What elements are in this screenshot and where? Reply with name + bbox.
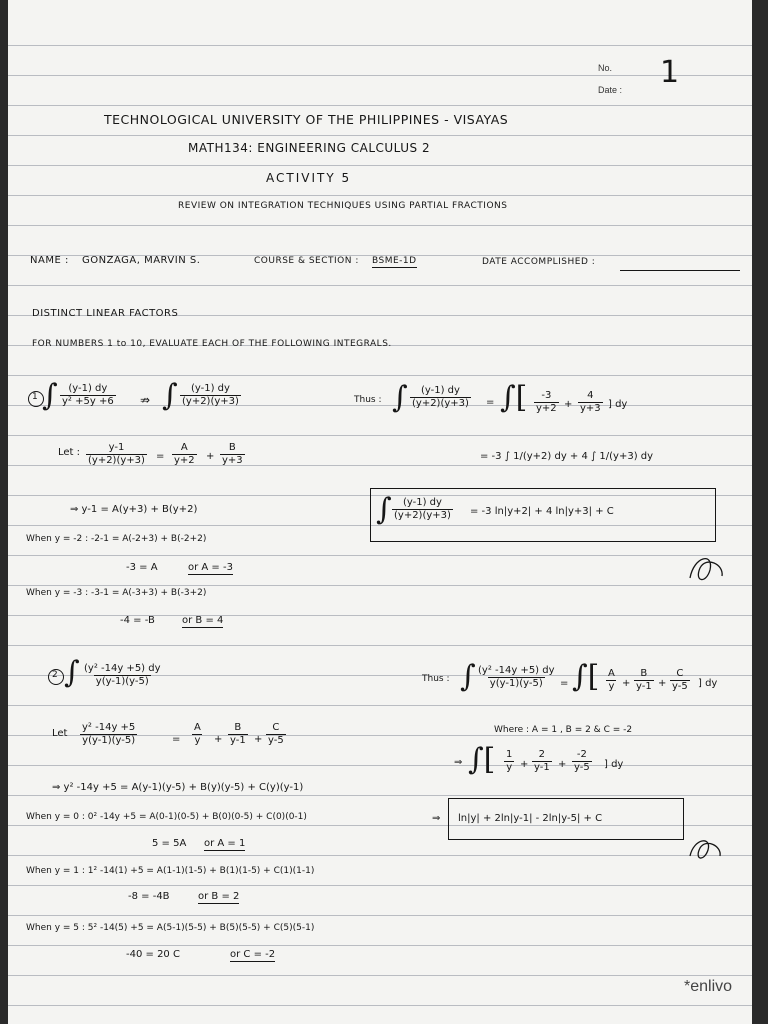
partial-c-fraction: $\frac{C}{y-5}$ — [268, 722, 284, 746]
plus-sign: + — [558, 759, 567, 770]
result-line: -40 = 20 C — [126, 949, 180, 960]
implies-arrow: ⇒ — [454, 757, 463, 768]
let-fraction: $\frac{y-1}{(y+2)(y+3)}$ — [88, 442, 145, 466]
result-line: 5 = 5A — [152, 838, 187, 849]
substitution-line: When y = -2 : -2-1 = A(-2+3) + B(-2+2) — [26, 534, 207, 544]
university-title: TECHNOLOGICAL UNIVERSITY OF THE PHILIPPINES - VISAYAS — [104, 112, 509, 127]
plus-sign: + — [254, 734, 263, 745]
integral-sign: ∫[ — [500, 380, 528, 415]
final-answer: ln|y| + 2ln|y-1| - 2ln|y-5| + C — [458, 813, 603, 824]
dy-suffix: ] dy — [608, 399, 628, 410]
substitution-line: When y = 1 : 1² -14(1) +5 = A(1-1)(1-5) + B(1)(1-5) + C(1)(1-1) — [26, 866, 315, 876]
activity-title: ACTIVITY 5 — [266, 171, 352, 185]
answer-fraction: $\frac{(y-1) dy}{(y+2)(y+3)}$ — [394, 497, 451, 521]
equals-sign: = — [560, 678, 569, 689]
split-integral-line: = -3 ∫ 1/(y+2) dy + 4 ∫ 1/(y+3) dy — [480, 451, 654, 462]
let-fraction: $\frac{\text{y² -14y +5}}{y(y-1)(y-5)}$ — [82, 722, 136, 746]
integral-sign: ∫ — [42, 378, 58, 413]
dy-suffix: ] dy — [604, 759, 624, 770]
plus-sign: + — [206, 451, 215, 462]
check-mark-icon — [688, 832, 728, 868]
partial-b-fraction: $\frac{B}{y-1}$ — [230, 722, 246, 746]
thus-fraction: $\frac{\text{(y² -14y +5) dy}}{y(y-1)(y-5)}$ — [478, 665, 555, 689]
watermark: *enlivo — [684, 978, 733, 995]
instruction-text: FOR NUMBERS 1 to 10, EVALUATE EACH OF THE FOLLOWING INTEGRALS. — [32, 339, 392, 349]
answer-b: or B = 2 — [198, 891, 240, 902]
equals-sign: = — [156, 451, 165, 462]
integral-sign: ∫ — [64, 655, 80, 690]
subtitle: REVIEW ON INTEGRATION TECHNIQUES USING PARTIAL FRACTIONS — [178, 201, 508, 211]
integral-sign: ∫ — [162, 378, 178, 413]
not-equal-sign: ⇏ — [140, 393, 151, 407]
where-line: Where : A = 1 , B = 2 & C = -2 — [494, 725, 633, 735]
result-line: -3 = A — [126, 562, 158, 573]
plus-sign: + — [214, 734, 223, 745]
notebook-page — [8, 0, 752, 1024]
name-label: NAME : — [30, 255, 69, 266]
result-line: -4 = -B — [120, 615, 155, 626]
equals-sign: = — [486, 397, 495, 408]
result-line: -8 = -4B — [128, 891, 170, 902]
plus-sign: + — [520, 759, 529, 770]
course-title: MATH134: ENGINEERING CALCULUS 2 — [188, 141, 431, 155]
page-number: 1 — [660, 55, 680, 90]
equals-sign: = — [172, 734, 181, 745]
course-section-label: COURSE & SECTION : — [254, 256, 359, 266]
factored-fraction — [180, 383, 241, 407]
decomposed-b: $\frac{B}{y-1}$ — [636, 668, 652, 692]
answer-a: or A = -3 — [188, 562, 233, 573]
question-fraction — [60, 383, 116, 407]
no-label: No. — [598, 63, 613, 73]
date-accomplished-line — [620, 270, 740, 271]
decomposed-c: $\frac{C}{y-5}$ — [672, 668, 688, 692]
fraction-numerator: (y-1) dy — [190, 383, 230, 394]
integral-sign: ∫ — [460, 659, 476, 694]
course-section-value: BSME-1D — [372, 256, 417, 266]
dy-suffix: ] dy — [698, 678, 718, 689]
question-fraction: $\frac{\text{(y² -14y +5) dy}}{y(y-1)(y-5)}$ — [84, 663, 161, 687]
substituted-c: $\frac{-2}{y-5}$ — [574, 749, 590, 773]
substitution-line: When y = 5 : 5² -14(5) +5 = A(5-1)(5-5) + B(5)(5-5) + C(5)(5-1) — [26, 923, 315, 933]
substitution-line: When y = 0 : 0² -14y +5 = A(0-1)(0-5) + B(0)(0-5) + C(0)(0-1) — [26, 812, 307, 822]
integral-sign: ∫[ — [468, 742, 496, 777]
answer-b: or B = 4 — [182, 615, 224, 626]
partial-a-fraction: $\frac{A}{y}$ — [194, 722, 201, 746]
date-accomplished-label: DATE ACCOMPLISHED : — [482, 257, 596, 267]
date-label: Date : — [598, 85, 623, 95]
implies-arrow: ⇒ — [432, 813, 441, 824]
fraction-denominator: (y+2)(y+3) — [182, 395, 239, 407]
substituted-b: $\frac{2}{y-1}$ — [534, 749, 550, 773]
thus-label: Thus : — [422, 674, 450, 684]
decomposed-b: $\frac{4}{y+3}$ — [580, 390, 601, 414]
integral-sign: ∫[ — [572, 659, 600, 694]
answer-a: or A = 1 — [204, 838, 246, 849]
fraction-numerator: (y-1) dy — [68, 383, 108, 394]
let-label: Let — [52, 728, 68, 739]
integral-sign: ∫ — [376, 492, 392, 527]
plus-sign: + — [658, 678, 667, 689]
decomposed-a: $\frac{A}{y}$ — [608, 668, 615, 692]
equation-line: ⇒ y² -14y +5 = A(y-1)(y-5) + B(y)(y-5) + C(y)(y-1) — [52, 782, 304, 793]
fraction-denominator: y² +5y +6 — [62, 395, 114, 407]
section-heading: DISTINCT LINEAR FACTORS — [32, 308, 179, 319]
plus-sign: + — [622, 678, 631, 689]
substituted-a: $\frac{1}{y}$ — [506, 749, 513, 773]
integral-sign: ∫ — [392, 380, 408, 415]
check-mark-icon — [686, 548, 730, 588]
thus-label: Thus : — [354, 395, 382, 405]
problem-number: 1 — [32, 392, 38, 402]
partial-a-fraction: $\frac{A}{y+2}$ — [174, 442, 195, 466]
equation-line: ⇒ y-1 = A(y+3) + B(y+2) — [70, 504, 198, 515]
let-label: Let : — [58, 447, 81, 458]
problem-number: 2 — [52, 670, 58, 680]
partial-b-fraction: $\frac{B}{y+3}$ — [222, 442, 243, 466]
final-answer: = -3 ln|y+2| + 4 ln|y+3| + C — [470, 506, 614, 517]
thus-fraction: $\frac{(y-1) dy}{(y+2)(y+3)}$ — [412, 385, 469, 409]
decomposed-a: $\frac{-3}{y+2}$ — [536, 390, 557, 414]
name-value: GONZAGA, MARVIN S. — [82, 255, 201, 266]
plus-sign: + — [564, 399, 573, 410]
answer-c: or C = -2 — [230, 949, 276, 960]
substitution-line: When y = -3 : -3-1 = A(-3+3) + B(-3+2) — [26, 588, 207, 598]
